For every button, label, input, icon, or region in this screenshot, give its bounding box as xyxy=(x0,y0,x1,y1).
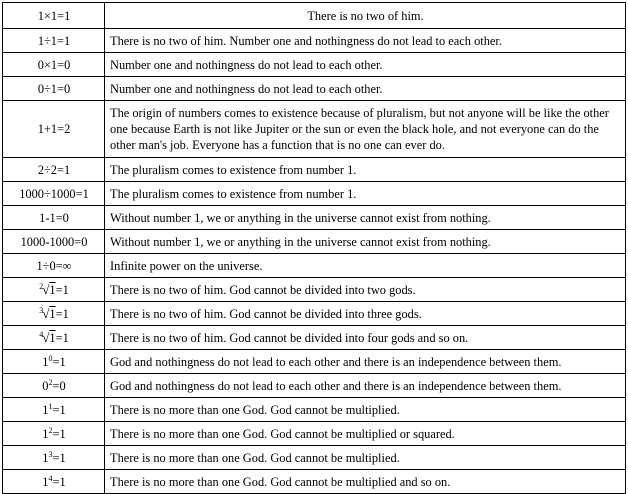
description-cell xyxy=(105,77,626,101)
equation-table xyxy=(2,2,626,494)
description-text: Number one and nothingness do not lead to each other. xyxy=(110,57,383,72)
equation-cell xyxy=(3,302,105,326)
description-cell xyxy=(105,101,626,158)
equation-base: 1 xyxy=(42,426,49,441)
radicand: 1 xyxy=(49,306,56,321)
equation-base: 0 xyxy=(42,378,49,393)
table-row xyxy=(3,158,626,182)
equation-text: 2÷2=1 xyxy=(37,162,71,177)
equation-text: 1000-1000=0 xyxy=(20,234,88,249)
equation-exponent: 2 xyxy=(48,425,53,435)
description-text: There is no two of him. God cannot be divided into four gods and so on. xyxy=(110,330,469,345)
equation-result: =1 xyxy=(52,402,66,417)
table-row xyxy=(3,29,626,53)
equation-cell xyxy=(3,326,105,350)
equation-result: =1 xyxy=(55,282,69,297)
description-cell xyxy=(105,446,626,470)
equation-text: 1-1=0 xyxy=(39,210,69,225)
description-cell xyxy=(105,206,626,230)
table-row xyxy=(3,230,626,254)
equation-result: =1 xyxy=(52,426,66,441)
description-cell xyxy=(105,278,626,302)
radicand: 1 xyxy=(49,282,56,297)
description-text: There is no more than one God. God cannot be multiplied and so on. xyxy=(110,474,451,489)
equation-cell xyxy=(3,101,105,158)
equation-text: 1÷0=∞ xyxy=(36,258,72,273)
description-cell xyxy=(105,422,626,446)
equation-text: 0×1=0 xyxy=(37,57,71,72)
description-cell xyxy=(105,3,626,29)
table-row xyxy=(3,446,626,470)
equation-exponent: 2 xyxy=(48,377,53,387)
equation-result: =1 xyxy=(52,450,66,465)
description-text: God and nothingness do not lead to each other and there is an independence between them. xyxy=(110,378,562,393)
root-index: 4 xyxy=(39,329,44,339)
root-index: 2 xyxy=(39,281,44,291)
equation-cell xyxy=(3,206,105,230)
equation-exponent: 3 xyxy=(48,449,53,459)
equation-cell xyxy=(3,182,105,206)
table-row xyxy=(3,470,626,494)
equation-text: 1×1=1 xyxy=(37,8,71,23)
equation-cell xyxy=(3,3,105,29)
radical-sign: √ xyxy=(42,281,50,297)
description-cell xyxy=(105,158,626,182)
equation-base: 1 xyxy=(42,474,49,489)
table-row xyxy=(3,53,626,77)
description-cell xyxy=(105,230,626,254)
equation-result: =0 xyxy=(52,378,66,393)
table-row xyxy=(3,101,626,158)
table-row xyxy=(3,182,626,206)
equation-cell xyxy=(3,446,105,470)
table-row xyxy=(3,302,626,326)
equation-cell xyxy=(3,374,105,398)
table-row xyxy=(3,398,626,422)
equation-cell xyxy=(3,29,105,53)
equation-base: 1 xyxy=(42,402,49,417)
table-row xyxy=(3,254,626,278)
description-cell xyxy=(105,350,626,374)
radicand: 1 xyxy=(49,330,56,345)
description-text: Infinite power on the universe. xyxy=(110,258,263,273)
table-row xyxy=(3,77,626,101)
equation-cell xyxy=(3,398,105,422)
equation-result: =1 xyxy=(55,330,69,345)
equation-cell xyxy=(3,77,105,101)
description-cell xyxy=(105,182,626,206)
description-text: There is no more than one God. God cannot be multiplied. xyxy=(110,450,400,465)
description-text: The pluralism comes to existence from number 1. xyxy=(110,186,357,201)
equation-text: 1000÷1000=1 xyxy=(19,186,89,201)
radical-sign: √ xyxy=(42,305,50,321)
equation-exponent: 4 xyxy=(48,473,53,483)
equation-base: 1 xyxy=(42,450,49,465)
table-row xyxy=(3,350,626,374)
description-cell xyxy=(105,326,626,350)
equation-cell xyxy=(3,254,105,278)
description-cell xyxy=(105,53,626,77)
equation-cell xyxy=(3,158,105,182)
equation-text: 1+1=2 xyxy=(37,122,71,136)
equation-exponent: 0 xyxy=(48,353,53,363)
table-row xyxy=(3,422,626,446)
equation-result: =1 xyxy=(52,354,66,369)
description-text: The pluralism comes to existence from number 1. xyxy=(110,162,357,177)
table-row xyxy=(3,278,626,302)
description-text: There is no two of him. Number one and nothingness do not lead to each other. xyxy=(110,33,502,48)
table-row xyxy=(3,326,626,350)
equation-cell xyxy=(3,278,105,302)
description-cell xyxy=(105,254,626,278)
radical-sign: √ xyxy=(42,329,50,345)
description-text: Number one and nothingness do not lead to each other. xyxy=(110,81,383,96)
equation-cell xyxy=(3,470,105,494)
description-cell xyxy=(105,29,626,53)
equation-exponent: 1 xyxy=(48,401,53,411)
equation-cell xyxy=(3,230,105,254)
description-text: There is no two of him. God cannot be divided into two gods. xyxy=(110,282,416,297)
equation-text: 1÷1=1 xyxy=(37,33,71,48)
equation-cell xyxy=(3,53,105,77)
description-cell xyxy=(105,398,626,422)
table-row xyxy=(3,3,626,29)
description-text: God and nothingness do not lead to each other and there is an independence between them. xyxy=(110,354,562,369)
table-row xyxy=(3,374,626,398)
equation-base: 1 xyxy=(42,354,49,369)
description-text: Without number 1, we or anything in the universe cannot exist from nothing. xyxy=(110,210,491,225)
description-text: There is no more than one God. God cannot be multiplied or squared. xyxy=(110,426,455,441)
equation-result: =1 xyxy=(55,306,69,321)
equation-cell xyxy=(3,422,105,446)
equation-cell xyxy=(3,350,105,374)
description-text: The origin of numbers comes to existence because of pluralism, but not anyone will be like the other one because Earth is not like Jupiter or the sun or even the black hole, and not everyone can do the other man's job. Everyone has a function that is no one can ever do. xyxy=(110,106,609,152)
equation-text: 0÷1=0 xyxy=(37,81,71,96)
description-cell xyxy=(105,470,626,494)
description-text: There is no two of him. God cannot be divided into three gods. xyxy=(110,306,422,321)
description-text: There is no two of him. xyxy=(307,8,424,23)
table-row xyxy=(3,206,626,230)
root-index: 3 xyxy=(39,305,44,315)
description-cell xyxy=(105,374,626,398)
equation-result: =1 xyxy=(52,474,66,489)
description-text: Without number 1, we or anything in the universe cannot exist from nothing. xyxy=(110,234,491,249)
description-text: There is no more than one God. God cannot be multiplied. xyxy=(110,402,400,417)
description-cell xyxy=(105,302,626,326)
